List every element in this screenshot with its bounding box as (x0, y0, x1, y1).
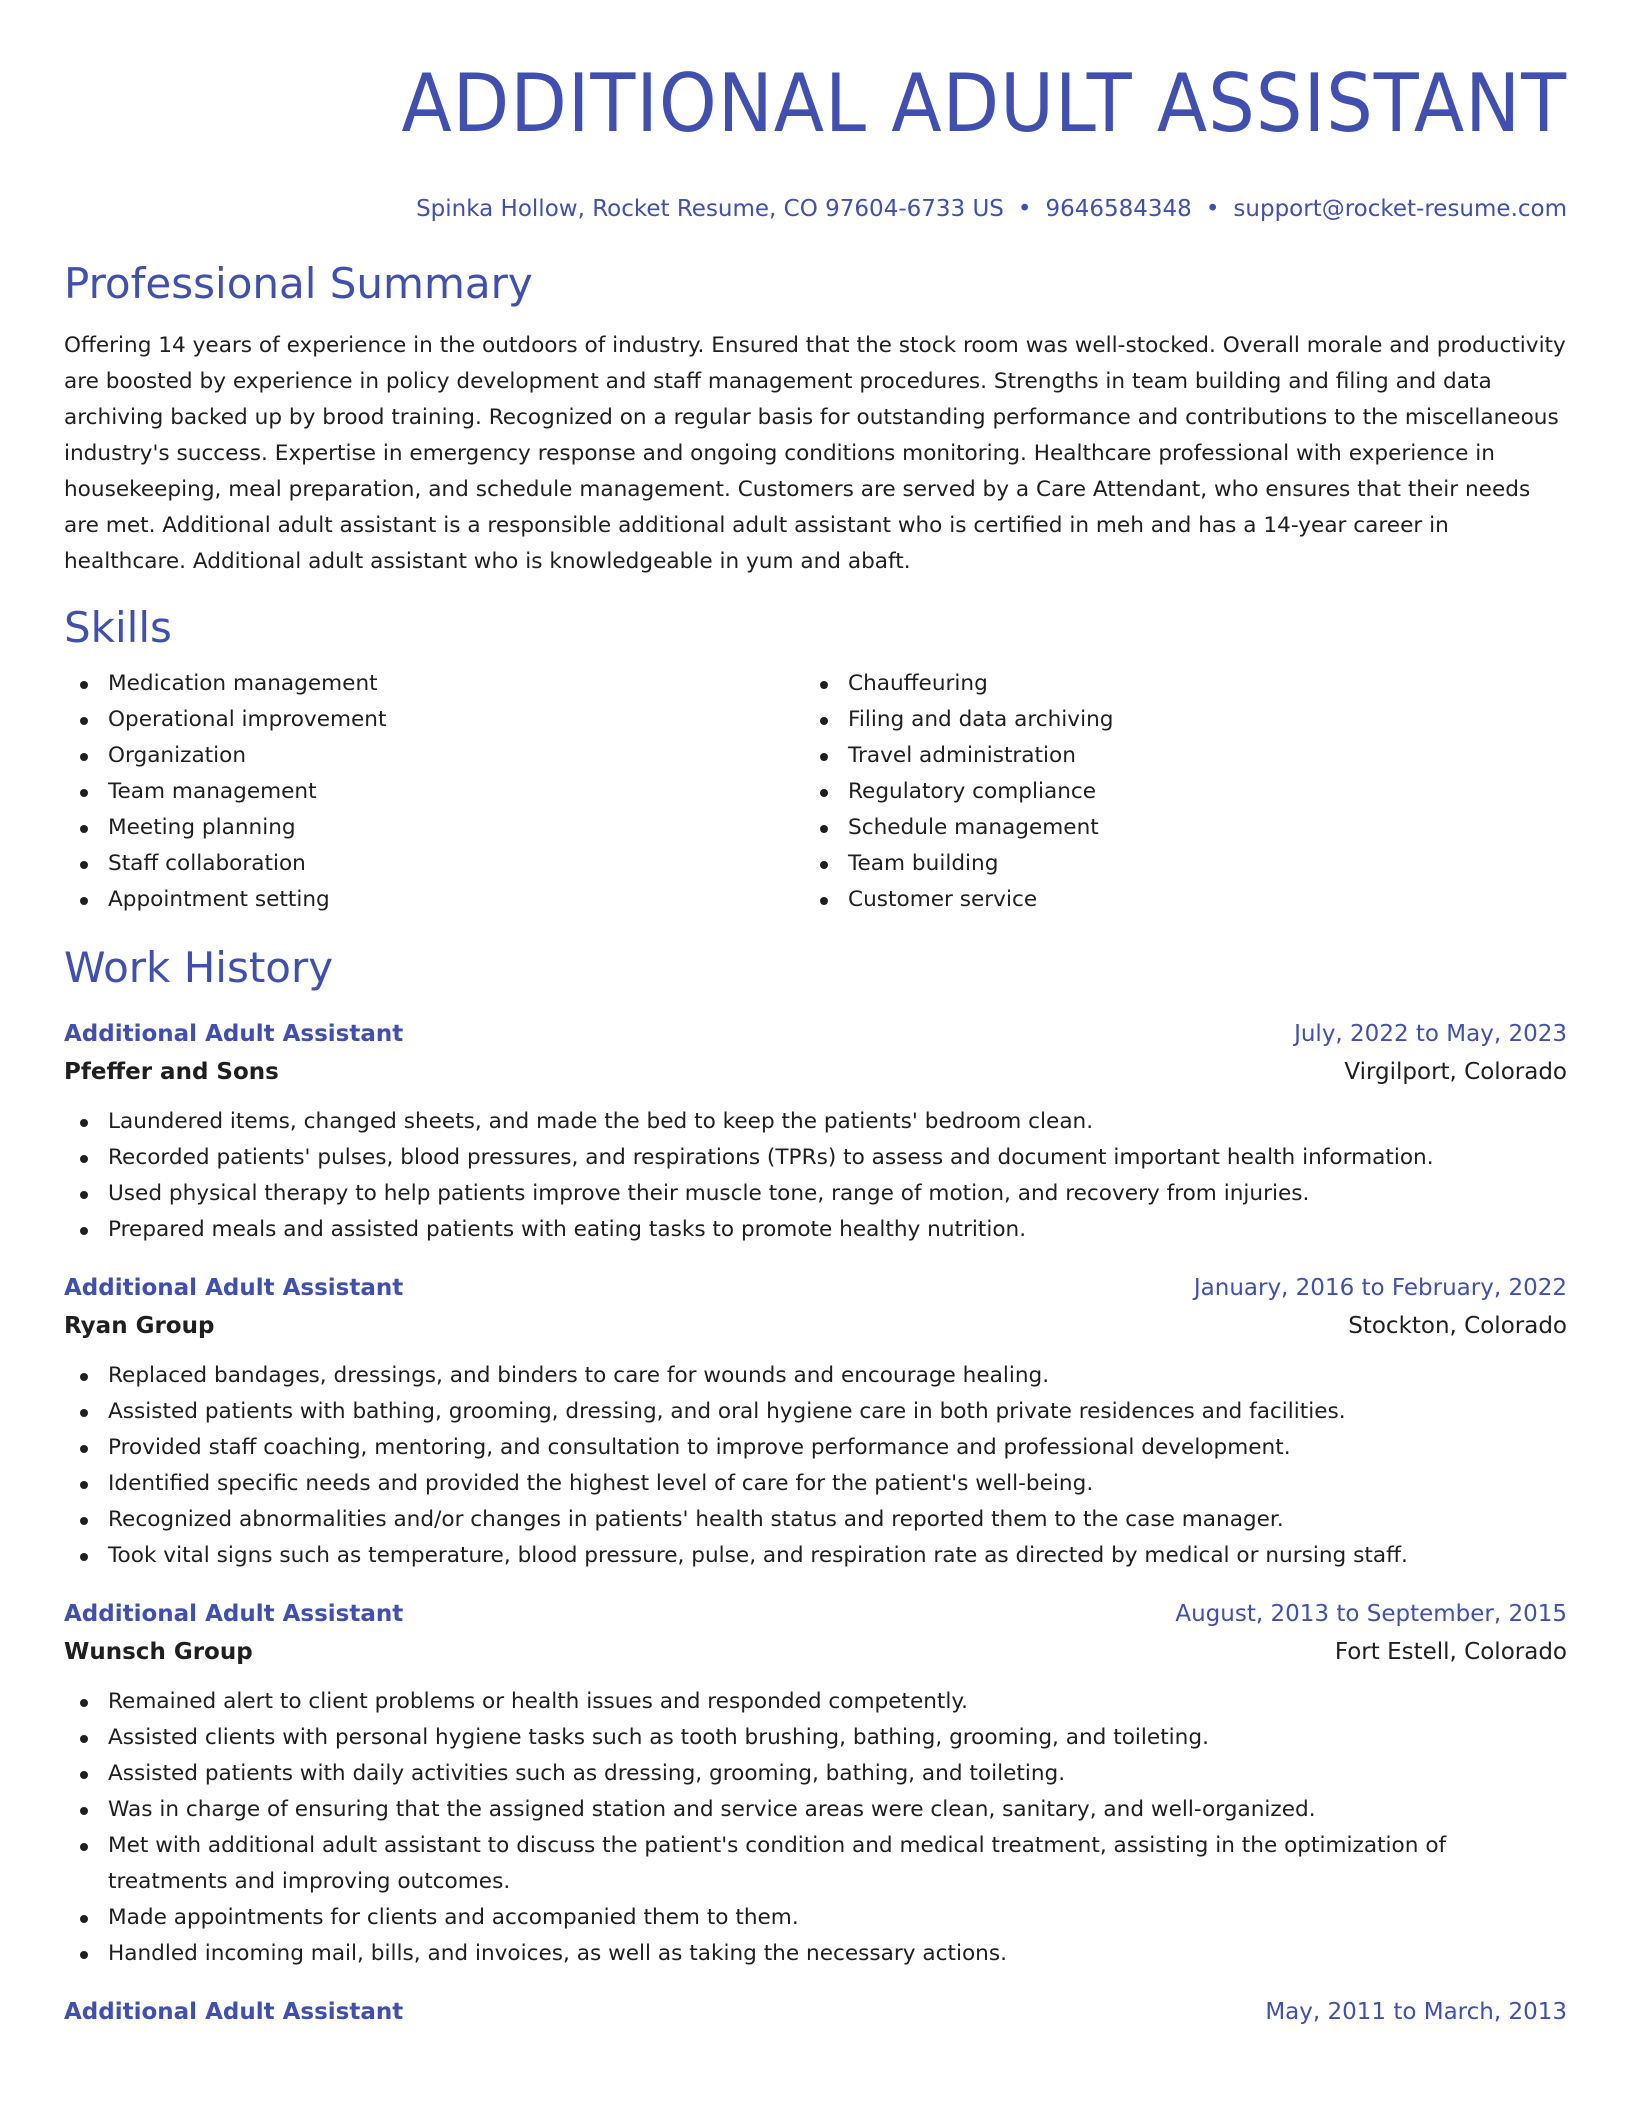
job-header-row (64, 1596, 1567, 1632)
skills-columns (64, 666, 1567, 918)
job-bullet: Recorded patients' pulses, blood pressures, and respirations (TPRs) to assess and document important health information. (64, 1140, 1567, 1176)
job-header-row (64, 1994, 1567, 2030)
job-bullet: Assisted clients with personal hygiene tasks such as tooth brushing, bathing, grooming, and toileting. (64, 1720, 1567, 1756)
job-dates: May, 2011 to March, 2013 (1265, 1999, 1567, 2025)
skill-item: Staff collaboration (64, 846, 804, 882)
work-history-section (64, 942, 1567, 2030)
skill-item: Team management (64, 774, 804, 810)
job-title: Additional Adult Assistant (64, 1601, 404, 1627)
skill-item: Appointment setting (64, 882, 804, 918)
job-location: Stockton, Colorado (1348, 1313, 1567, 1339)
job-bullet: Was in charge of ensuring that the assigned station and service areas were clean, sanitary, and well-organized. (64, 1792, 1567, 1828)
job-bullet-list (64, 1358, 1567, 1574)
job-entry (64, 1016, 1567, 1248)
job-bullet: Identified specific needs and provided the highest level of care for the patient's well-being. (64, 1466, 1567, 1502)
skill-item: Team building (804, 846, 1544, 882)
section-title-summary: Professional Summary (64, 259, 533, 308)
section-title-work-history: Work History (64, 943, 334, 992)
summary-section (64, 258, 1567, 580)
job-bullet: Prepared meals and assisted patients with eating tasks to promote healthy nutrition. (64, 1212, 1567, 1248)
job-company: Pfeffer and Sons (64, 1059, 279, 1085)
job-dates: July, 2022 to May, 2023 (1294, 1021, 1567, 1047)
job-entry (64, 1994, 1567, 2030)
job-bullet: Assisted patients with bathing, grooming, dressing, and oral hygiene care in both private residences and facilities. (64, 1394, 1567, 1430)
skill-item: Schedule management (804, 810, 1544, 846)
summary-text: Offering 14 years of experience in the outdoors of industry. Ensured that the stock room was well-stocked. Overall morale and productivity are boosted by experience in policy development and staff management procedures. Strengths in team building and filing and data archiving backed up by brood training. Recognized on a regular basis for outstanding performance and contributions to the miscellaneous industry's success. Expertise in emergency response and ongoing conditions monitoring. Healthcare professional with experience in housekeeping, meal preparation, and schedule management. Customers are served by a Care Attendant, who ensures that their needs are met. Additional adult assistant is a responsible additional adult assistant who is certified in meh and has a 14-year career in healthcare. Additional adult assistant who is knowledgeable in yum and abaft. (64, 333, 1566, 574)
job-bullet: Made appointments for clients and accompanied them to them. (64, 1900, 1567, 1936)
job-header-row (64, 1270, 1567, 1306)
candidate-name: ADDITIONAL ADULT ASSISTANT (401, 57, 1568, 150)
job-dates: August, 2013 to September, 2015 (1175, 1601, 1567, 1627)
skill-item: Regulatory compliance (804, 774, 1544, 810)
resume-header (64, 0, 1567, 224)
job-entry (64, 1596, 1567, 1972)
skill-item: Medication management (64, 666, 804, 702)
job-bullet: Remained alert to client problems or health issues and responded competently. (64, 1684, 1567, 1720)
job-bullet: Replaced bandages, dressings, and binders to care for wounds and encourage healing. (64, 1358, 1567, 1394)
skill-item: Organization (64, 738, 804, 774)
section-title-skills: Skills (64, 603, 172, 652)
job-location: Virgilport, Colorado (1344, 1059, 1567, 1085)
skills-list-left (64, 666, 804, 918)
job-location: Fort Estell, Colorado (1334, 1639, 1567, 1665)
job-company: Wunsch Group (64, 1639, 253, 1665)
job-title: Additional Adult Assistant (64, 1275, 404, 1301)
contact-phone[interactable]: 9646584348 (1045, 196, 1192, 222)
job-bullet: Met with additional adult assistant to discuss the patient's condition and medical treatment, assisting in the optimization of treatments and improving outcomes. (64, 1828, 1567, 1900)
skill-item: Operational improvement (64, 702, 804, 738)
job-title: Additional Adult Assistant (64, 1021, 404, 1047)
job-title: Additional Adult Assistant (64, 1999, 404, 2025)
skills-section (64, 602, 1567, 918)
job-company: Ryan Group (64, 1313, 215, 1339)
job-company-row (64, 1306, 1567, 1346)
job-entry (64, 1270, 1567, 1574)
skill-item: Travel administration (804, 738, 1544, 774)
job-bullet: Provided staff coaching, mentoring, and consultation to improve performance and professional development. (64, 1430, 1567, 1466)
contact-separator: • (1017, 196, 1032, 222)
job-bullet: Handled incoming mail, bills, and invoices, as well as taking the necessary actions. (64, 1936, 1567, 1972)
job-company-row (64, 1052, 1567, 1092)
skill-item: Meeting planning (64, 810, 804, 846)
job-bullet-list (64, 1684, 1567, 1972)
job-bullet: Used physical therapy to help patients improve their muscle tone, range of motion, and recovery from injuries. (64, 1176, 1567, 1212)
skills-list-right (804, 666, 1544, 918)
skill-item: Filing and data archiving (804, 702, 1544, 738)
job-bullet: Laundered items, changed sheets, and made the bed to keep the patients' bedroom clean. (64, 1104, 1567, 1140)
job-bullet: Assisted patients with daily activities such as dressing, grooming, bathing, and toileting. (64, 1756, 1567, 1792)
job-header-row (64, 1016, 1567, 1052)
contact-email[interactable]: support@rocket-resume.com (1233, 196, 1567, 222)
contact-separator: • (1205, 196, 1220, 222)
contact-line (64, 194, 1567, 224)
contact-address: Spinka Hollow, Rocket Resume, CO 97604-6733 US (416, 196, 1004, 222)
job-bullet: Recognized abnormalities and/or changes in patients' health status and reported them to the case manager. (64, 1502, 1567, 1538)
job-bullet-list (64, 1104, 1567, 1248)
skill-item: Customer service (804, 882, 1544, 918)
job-company-row (64, 1632, 1567, 1672)
skill-item: Chauffeuring (804, 666, 1544, 702)
job-bullet: Took vital signs such as temperature, blood pressure, pulse, and respiration rate as directed by medical or nursing staff. (64, 1538, 1567, 1574)
job-dates: January, 2016 to February, 2022 (1193, 1275, 1567, 1301)
